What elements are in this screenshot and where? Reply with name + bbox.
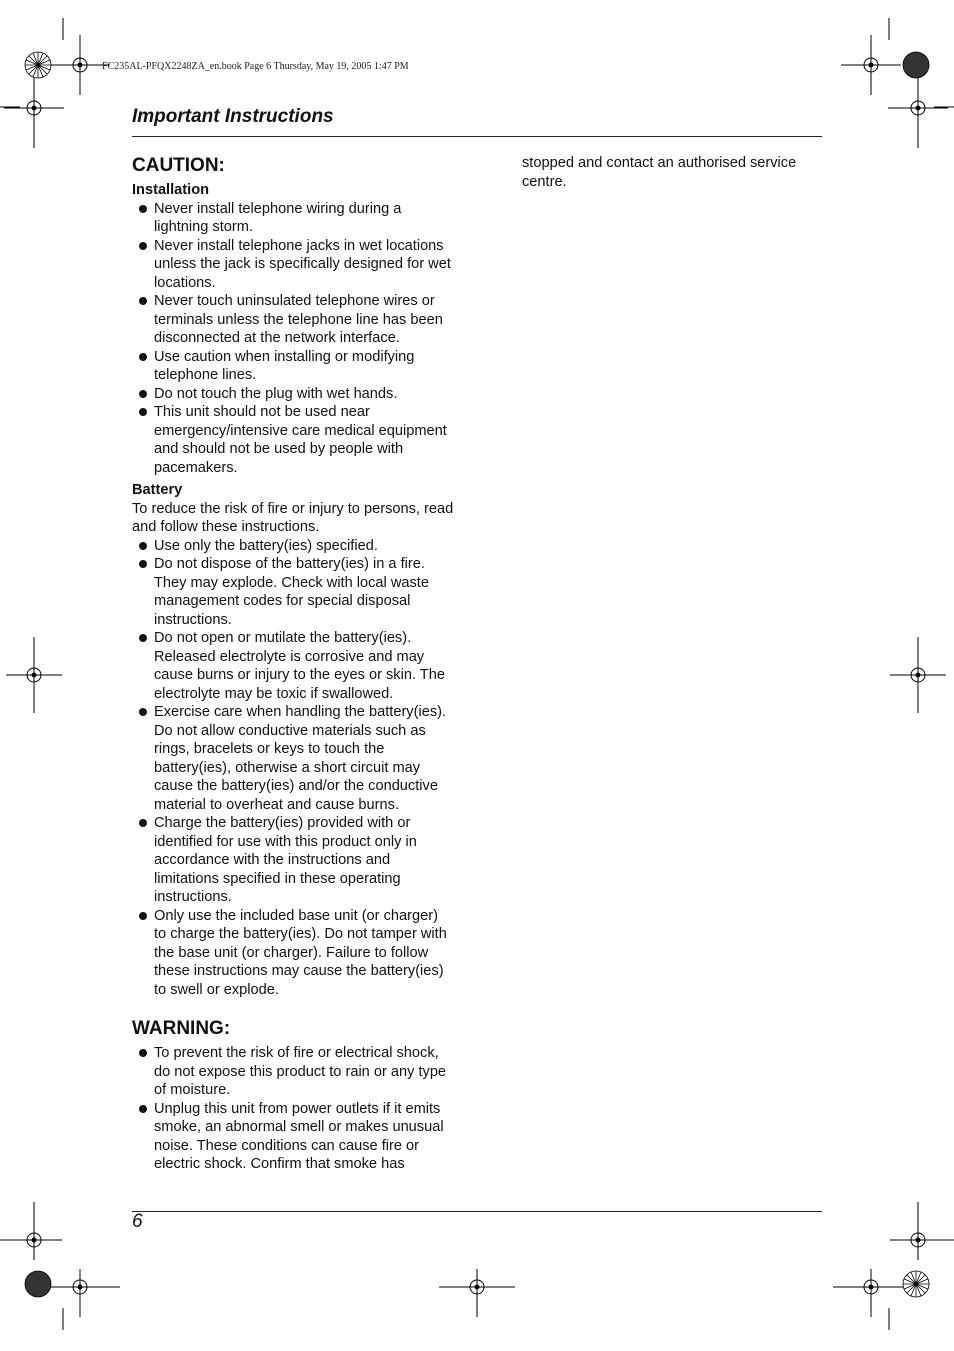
list-item xyxy=(132,814,454,907)
list-item-text: Exercise care when handling the battery(ies). Do not allow conductive materials such as rings, bracelets or keys to touch the battery(ies), otherwise a short circuit may cause the battery(ies) and/or the conductive material to overheat and cause burns. xyxy=(154,704,447,813)
list-item-text: Only use the included base unit (or charger) to charge the battery(ies). Do not tamper with the base unit (or charger). Failure to follow these instructions may cause the battery(ies) to swell or explode. xyxy=(154,907,447,998)
list-item-text: To prevent the risk of fire or electrical shock, do not expose this product to rain or any type of moisture. xyxy=(154,1045,447,1098)
bullet-icon xyxy=(139,542,147,550)
bullet-icon xyxy=(139,297,147,305)
bullet-icon xyxy=(139,819,147,827)
list-item-text: This unit should not be used near emergency/intensive care medical equipment and should not be used by people with pacemakers. xyxy=(154,404,447,476)
caution-heading: CAUTION: xyxy=(132,155,225,176)
bullet-icon xyxy=(139,1049,147,1057)
page-header-title: Important Instructions xyxy=(132,106,334,127)
right-column xyxy=(522,154,822,191)
list-item xyxy=(132,537,454,556)
bullet-icon xyxy=(139,205,147,213)
list-item xyxy=(132,1100,454,1174)
battery-heading: Battery xyxy=(132,482,183,498)
list-item xyxy=(132,555,454,629)
warning-heading: WARNING: xyxy=(132,1018,231,1039)
list-item xyxy=(132,629,454,703)
list-item xyxy=(132,1044,454,1100)
battery-intro: To reduce the risk of fire or injury to persons, read and follow these instructions. xyxy=(132,500,454,535)
warning-continuation: stopped and contact an authorised service centre. xyxy=(522,155,797,190)
footer-rule xyxy=(132,1211,822,1212)
list-item-text: Do not dispose of the battery(ies) in a fire. They may explode. Check with local waste management codes for special disposal instructions. xyxy=(154,556,429,628)
list-item-text: Do not touch the plug with wet hands. xyxy=(154,385,398,402)
bullet-icon xyxy=(139,1105,147,1113)
list-item-text: Never install telephone jacks in wet locations unless the jack is specifically designed for wet locations. xyxy=(154,237,451,291)
header-rule xyxy=(132,136,822,137)
page-number: 6 xyxy=(132,1211,143,1232)
bullet-icon xyxy=(139,242,147,250)
list-item-text: Do not open or mutilate the battery(ies). Released electrolyte is corrosive and may cause burns or injury to the eyes or skin. The electrolyte may be toxic if swallowed. xyxy=(154,630,445,702)
list-item xyxy=(132,907,454,1000)
list-item xyxy=(132,348,454,385)
list-item xyxy=(132,703,454,814)
installation-list xyxy=(132,200,454,478)
list-item xyxy=(132,200,454,237)
warning-section xyxy=(132,1017,454,1174)
bullet-icon xyxy=(139,708,147,716)
bullet-icon xyxy=(139,634,147,642)
list-item-text: Use only the battery(ies) specified. xyxy=(154,537,378,554)
bullet-icon xyxy=(139,912,147,920)
list-item xyxy=(132,292,454,348)
bullet-icon xyxy=(139,353,147,361)
bullet-icon xyxy=(139,560,147,568)
bullet-icon xyxy=(139,390,147,398)
left-column xyxy=(132,154,454,1174)
installation-heading: Installation xyxy=(132,182,210,198)
warning-list xyxy=(132,1044,454,1174)
list-item-text: Use caution when installing or modifying telephone lines. xyxy=(154,348,415,383)
bullet-icon xyxy=(139,408,147,416)
print-slug: FC235AL-PFQX2248ZA_en.book Page 6 Thursday, May 19, 2005 1:47 PM xyxy=(102,61,409,72)
battery-list xyxy=(132,537,454,1000)
list-item xyxy=(132,403,454,477)
list-item-text: Never touch uninsulated telephone wires or terminals unless the telephone line has been disconnected at the network interface. xyxy=(154,293,443,346)
list-item xyxy=(132,237,454,293)
list-item xyxy=(132,385,454,404)
list-item-text: Unplug this unit from power outlets if it emits smoke, an abnormal smell or makes unusual noise. These conditions can cause fire or electric shock. Confirm that smoke has xyxy=(154,1100,444,1172)
list-item-text: Charge the battery(ies) provided with or identified for use with this product only in accordance with the instructions and limitations specified in these operating instructions. xyxy=(154,815,417,905)
list-item-text: Never install telephone wiring during a lightning storm. xyxy=(154,200,402,235)
